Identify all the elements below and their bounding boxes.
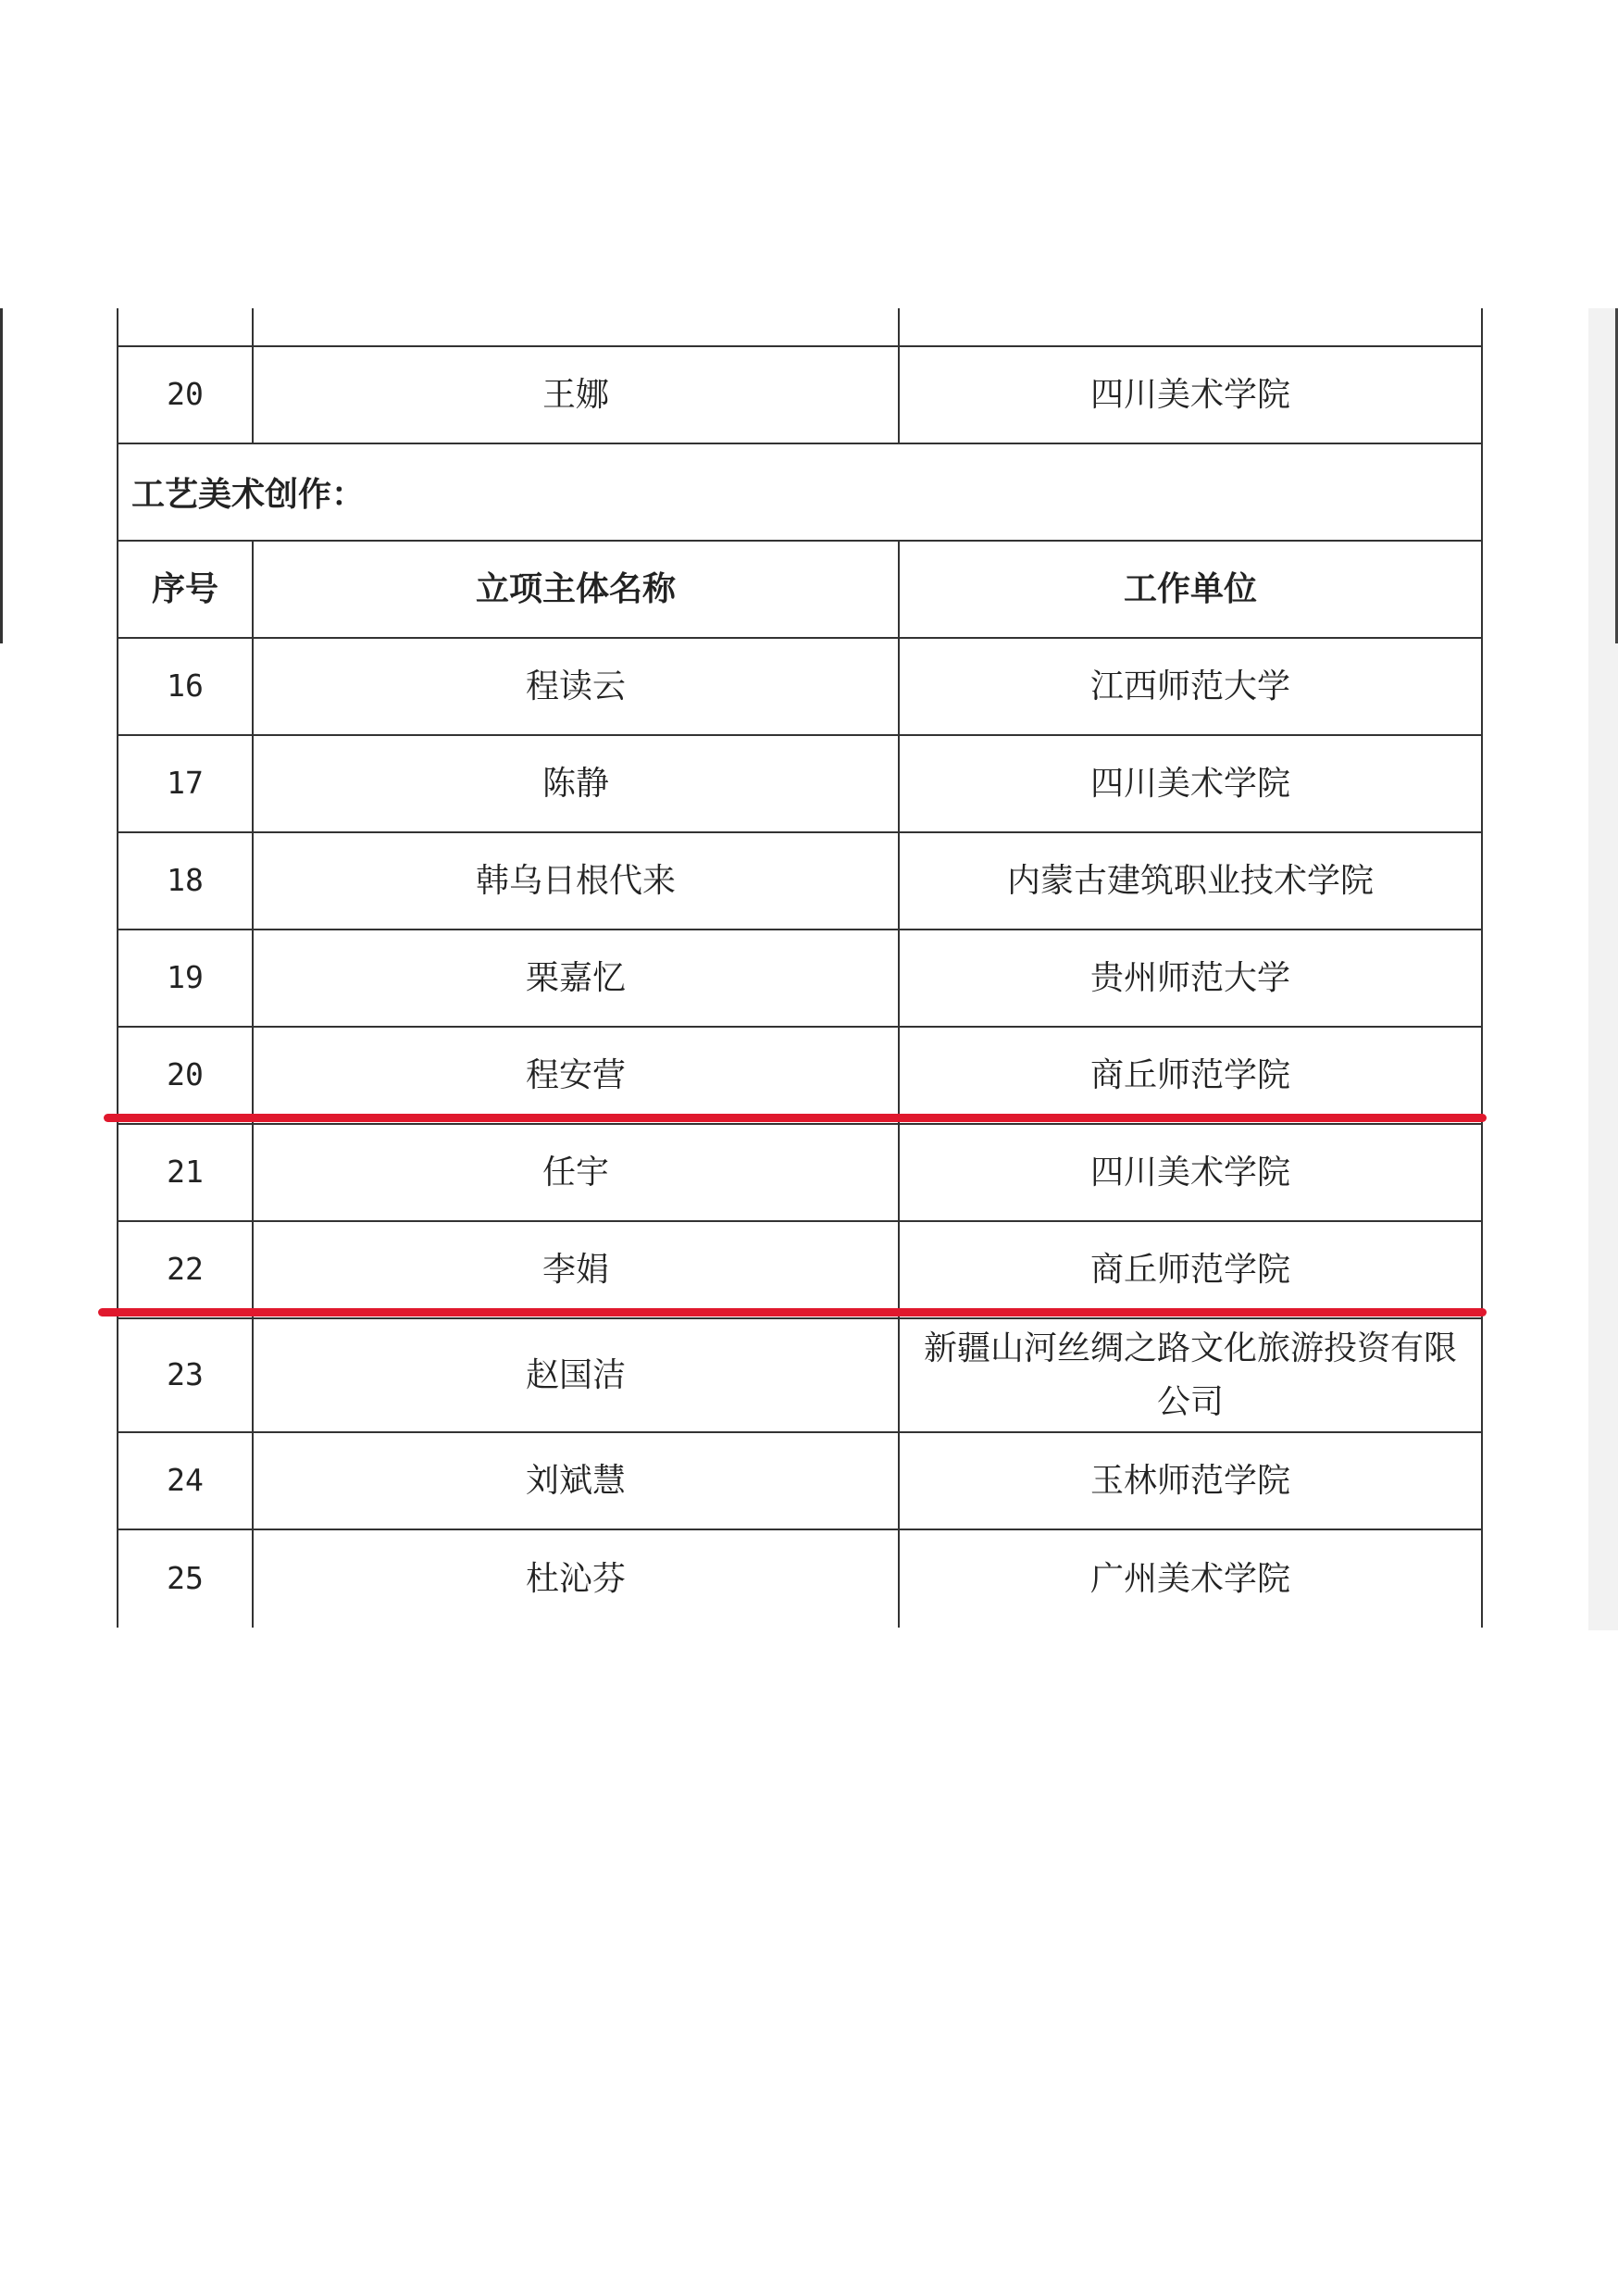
- left-page-edge: [0, 308, 3, 643]
- cell-unit: 内蒙古建筑职业技术学院: [900, 833, 1483, 929]
- cell-name: 刘斌慧: [254, 1433, 900, 1529]
- cell-no: 19: [117, 930, 254, 1026]
- cell-no: 17: [117, 736, 254, 831]
- cell-no: 16: [117, 639, 254, 734]
- cell-no: 21: [117, 1125, 254, 1220]
- table-row: [117, 930, 1483, 1028]
- cell-unit: 四川美术学院: [900, 347, 1483, 443]
- cell-unit: 新疆山河丝绸之路文化旅游投资有限公司: [900, 1319, 1483, 1431]
- table-row: [117, 1222, 1483, 1319]
- cell-unit: 贵州师范大学: [900, 930, 1483, 1026]
- section-row: [117, 444, 1483, 542]
- section-title: 工艺美术创作：: [117, 444, 1483, 540]
- cell-unit: 玉林师范学院: [900, 1433, 1483, 1529]
- cell-unit: 广州美术学院: [900, 1530, 1483, 1628]
- cell-unit: 商丘师范学院: [900, 1028, 1483, 1123]
- cell-name: 程安营: [254, 1028, 900, 1123]
- cell-unit: 四川美术学院: [900, 736, 1483, 831]
- cell-unit: 四川美术学院: [900, 1125, 1483, 1220]
- cell-name: 任宇: [254, 1125, 900, 1220]
- table-row: [117, 1028, 1483, 1125]
- right-scroll-strip[interactable]: [1588, 308, 1618, 1630]
- cell-no: 23: [117, 1319, 254, 1431]
- cell-no: 24: [117, 1433, 254, 1529]
- highlight-line-top: [104, 1114, 1487, 1122]
- project-table: [117, 308, 1483, 1628]
- highlight-line-bottom: [98, 1308, 1487, 1316]
- table-row: [117, 1530, 1483, 1628]
- table-row: [117, 736, 1483, 833]
- cell-name: 李娟: [254, 1222, 900, 1317]
- cell-no: 20: [117, 1028, 254, 1123]
- cell-name: 程读云: [254, 639, 900, 734]
- table-row-partial: [117, 308, 1483, 347]
- table-row: [117, 1433, 1483, 1530]
- cell-name: 赵国洁: [254, 1319, 900, 1431]
- table-row: [117, 639, 1483, 736]
- cell-name: 杜沁芬: [254, 1530, 900, 1628]
- cell-no: 20: [117, 347, 254, 443]
- header-unit: 工作单位: [900, 542, 1483, 637]
- cell-no: 25: [117, 1530, 254, 1628]
- table-row: [117, 1125, 1483, 1222]
- cell-no: 18: [117, 833, 254, 929]
- cell-unit: 江西师范大学: [900, 639, 1483, 734]
- cell-name: 王娜: [254, 347, 900, 443]
- header-no: 序号: [117, 542, 254, 637]
- cell-name: 陈静: [254, 736, 900, 831]
- table-header-row: [117, 542, 1483, 639]
- header-name: 立项主体名称: [254, 542, 900, 637]
- cell-no: 22: [117, 1222, 254, 1317]
- table-row: [117, 347, 1483, 444]
- table-row: [117, 833, 1483, 930]
- table-row: [117, 1319, 1483, 1433]
- cell-name: 栗嘉忆: [254, 930, 900, 1026]
- cell-name: 韩乌日根代来: [254, 833, 900, 929]
- cell-unit: 商丘师范学院: [900, 1222, 1483, 1317]
